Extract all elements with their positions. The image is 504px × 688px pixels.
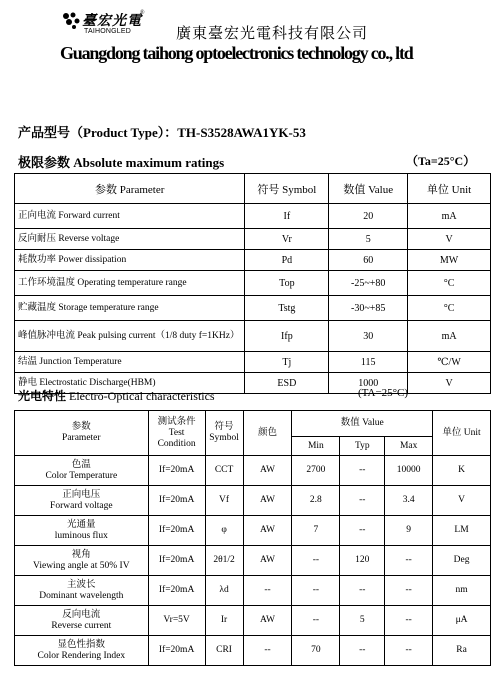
value-max: 9 (385, 516, 433, 546)
param-name: 贮藏温度 Storage temperature range (15, 296, 245, 321)
param-name: 反向耐压 Reverse voltage (15, 229, 245, 250)
param-name (15, 486, 149, 516)
value-min: 2700 (292, 456, 340, 486)
param-symbol: 2θ1/2 (205, 546, 243, 576)
header-condition-en2: Condition (157, 438, 196, 449)
param-symbol: Vr (245, 229, 329, 250)
header-typ: Typ (340, 437, 385, 456)
param-name (15, 516, 149, 546)
param-symbol: CRI (205, 636, 243, 666)
company-name-chinese: 廣東臺宏光電科技有限公司 (176, 26, 369, 42)
param-value: 5 (329, 229, 408, 250)
table-row (15, 516, 491, 546)
test-condition: If=20mA (148, 576, 205, 606)
param-name (15, 546, 149, 576)
value-min: 7 (292, 516, 340, 546)
header-parameter (15, 411, 149, 456)
value-typ: -- (340, 636, 385, 666)
param-name-en: Forward voltage (50, 500, 113, 511)
param-name: 正向电流 Forward current (15, 204, 245, 229)
value-min: 2.8 (292, 486, 340, 516)
param-name-en: luminous flux (54, 530, 108, 541)
param-name: 工作环境温度 Operating temperature range (15, 271, 245, 296)
table-row (15, 576, 491, 606)
logo-registered-mark: ® (140, 10, 145, 16)
param-unit: LM (433, 516, 491, 546)
header-min: Min (292, 437, 340, 456)
value-typ: 5 (340, 606, 385, 636)
param-unit: Ra (433, 636, 491, 666)
table-row (15, 352, 491, 373)
test-condition: If=20mA (148, 636, 205, 666)
param-name-en: Reverse current (51, 620, 112, 631)
param-unit: V (433, 486, 491, 516)
param-value: -25~+80 (329, 271, 408, 296)
header-unit: 单位 Unit (408, 174, 491, 204)
param-name (15, 576, 149, 606)
param-name-cn: 正向电压 (62, 489, 101, 500)
param-name-cn: 色温 (71, 459, 91, 470)
table-row (15, 321, 491, 352)
electro-optical-heading-cn: 光电特性 (18, 389, 67, 403)
absolute-ratings-heading: 极限参数 Absolute maximum ratings (18, 155, 225, 170)
param-symbol: Pd (245, 250, 329, 271)
absolute-ratings-table (14, 173, 491, 394)
value-typ: -- (340, 486, 385, 516)
param-value: 1000 (329, 373, 408, 394)
header-symbol-cn: 符号 (214, 422, 234, 432)
param-unit: V (408, 229, 491, 250)
table-row (15, 486, 491, 516)
param-symbol: CCT (205, 456, 243, 486)
table-row (15, 456, 491, 486)
table-row (15, 296, 491, 321)
value-max: -- (385, 546, 433, 576)
param-color: AW (243, 486, 292, 516)
param-symbol: Tj (245, 352, 329, 373)
param-value: 30 (329, 321, 408, 352)
value-typ: 120 (340, 546, 385, 576)
header-max: Max (385, 437, 433, 456)
electro-optical-condition: (TA=25°C) (358, 387, 409, 399)
value-max: 3.4 (385, 486, 433, 516)
param-name-en: Viewing angle at 50% IV (33, 560, 130, 571)
header-parameter-en: Parameter (62, 433, 101, 443)
header-symbol-en: Symbol (209, 433, 239, 443)
param-unit: °C (408, 296, 491, 321)
value-max: -- (385, 636, 433, 666)
header-test-condition (148, 411, 205, 456)
param-name-cn: 光通量 (67, 519, 96, 530)
param-unit: ℃/W (408, 352, 491, 373)
param-symbol: Tstg (245, 296, 329, 321)
value-min: -- (292, 606, 340, 636)
electro-optical-heading (18, 387, 215, 404)
param-name-en: Dominant wavelength (39, 590, 124, 601)
header-value: 数值 Value (329, 174, 408, 204)
company-logo (62, 10, 145, 38)
header-symbol: 符号 Symbol (245, 174, 329, 204)
param-unit: nm (433, 576, 491, 606)
value-max: -- (385, 576, 433, 606)
param-symbol: Ir (205, 606, 243, 636)
test-condition: If=20mA (148, 516, 205, 546)
test-condition: If=20mA (148, 486, 205, 516)
header-color: 颜色 (243, 411, 292, 456)
header-parameter-cn: 参数 (71, 422, 91, 432)
table-row (15, 250, 491, 271)
header-condition-cn: 测试条件 (157, 416, 196, 427)
param-symbol: If (245, 204, 329, 229)
param-name: 耗散功率 Power dissipation (15, 250, 245, 271)
header-symbol (205, 411, 243, 456)
company-name-english: Guangdong taihong optoelectronics technology co., ltd (60, 43, 413, 63)
param-color: AW (243, 606, 292, 636)
param-color: AW (243, 456, 292, 486)
header-unit: 单位 Unit (433, 411, 491, 456)
param-symbol: Top (245, 271, 329, 296)
value-typ: -- (340, 576, 385, 606)
electro-optical-table (14, 410, 491, 666)
value-max: 10000 (385, 456, 433, 486)
param-color: -- (243, 576, 292, 606)
param-name-cn: 反向电流 (62, 609, 101, 620)
param-name-cn: 视角 (71, 549, 91, 560)
value-max: -- (385, 606, 433, 636)
value-min: -- (292, 546, 340, 576)
param-value: 20 (329, 204, 408, 229)
test-condition: If=20mA (148, 546, 205, 576)
param-unit: MW (408, 250, 491, 271)
param-name: 结温 Junction Temperature (15, 352, 245, 373)
param-unit: Deg (433, 546, 491, 576)
table-row (15, 271, 491, 296)
param-value: -30~+85 (329, 296, 408, 321)
param-symbol: Vf (205, 486, 243, 516)
param-name: 静电 Electrostatic Discharge(HBM) (15, 373, 245, 394)
param-symbol: Ifp (245, 321, 329, 352)
table-row (15, 606, 491, 636)
logo-dots-icon (62, 12, 82, 30)
header-value: 数值 Value (292, 411, 433, 437)
table-header-row (15, 174, 491, 204)
header-parameter: 参数 Parameter (15, 174, 245, 204)
param-unit: μA (433, 606, 491, 636)
param-name-en: Color Rendering Index (37, 650, 126, 661)
param-symbol: φ (205, 516, 243, 546)
logo-chinese-text: 臺宏光電 (82, 14, 142, 29)
param-symbol: λd (205, 576, 243, 606)
param-name (15, 456, 149, 486)
table-row (15, 204, 491, 229)
logo-english-text: TAIHONGLED (84, 28, 131, 35)
param-name (15, 636, 149, 666)
param-value: 115 (329, 352, 408, 373)
table-row (15, 636, 491, 666)
header-condition-en1: Test (168, 427, 185, 438)
absolute-ratings-condition: （Ta=25°C） (406, 154, 476, 168)
test-condition: Vr=5V (148, 606, 205, 636)
param-color: -- (243, 636, 292, 666)
param-unit: mA (408, 204, 491, 229)
param-name (15, 606, 149, 636)
value-min: 70 (292, 636, 340, 666)
param-name-en: Color Temperature (45, 470, 118, 481)
value-min: -- (292, 576, 340, 606)
table-row (15, 546, 491, 576)
param-color: AW (243, 516, 292, 546)
electro-optical-heading-en: Electro-Optical characteristics (66, 389, 215, 403)
param-unit: °C (408, 271, 491, 296)
param-symbol: ESD (245, 373, 329, 394)
value-typ: -- (340, 516, 385, 546)
table-row (15, 229, 491, 250)
value-typ: -- (340, 456, 385, 486)
param-unit: V (408, 373, 491, 394)
test-condition: If=20mA (148, 456, 205, 486)
param-value: 60 (329, 250, 408, 271)
table-header-row (15, 411, 491, 437)
param-name-cn: 显色性指数 (57, 639, 106, 650)
param-color: AW (243, 546, 292, 576)
param-unit: K (433, 456, 491, 486)
param-unit: mA (408, 321, 491, 352)
param-name: 峰值脉冲电流 Peak pulsing current（1/8 duty f=1KHz） (15, 321, 245, 352)
param-name-cn: 主波长 (67, 579, 96, 590)
product-type: 产品型号（Product Type）：TH-S3528AWA1YK-53 (18, 125, 306, 140)
